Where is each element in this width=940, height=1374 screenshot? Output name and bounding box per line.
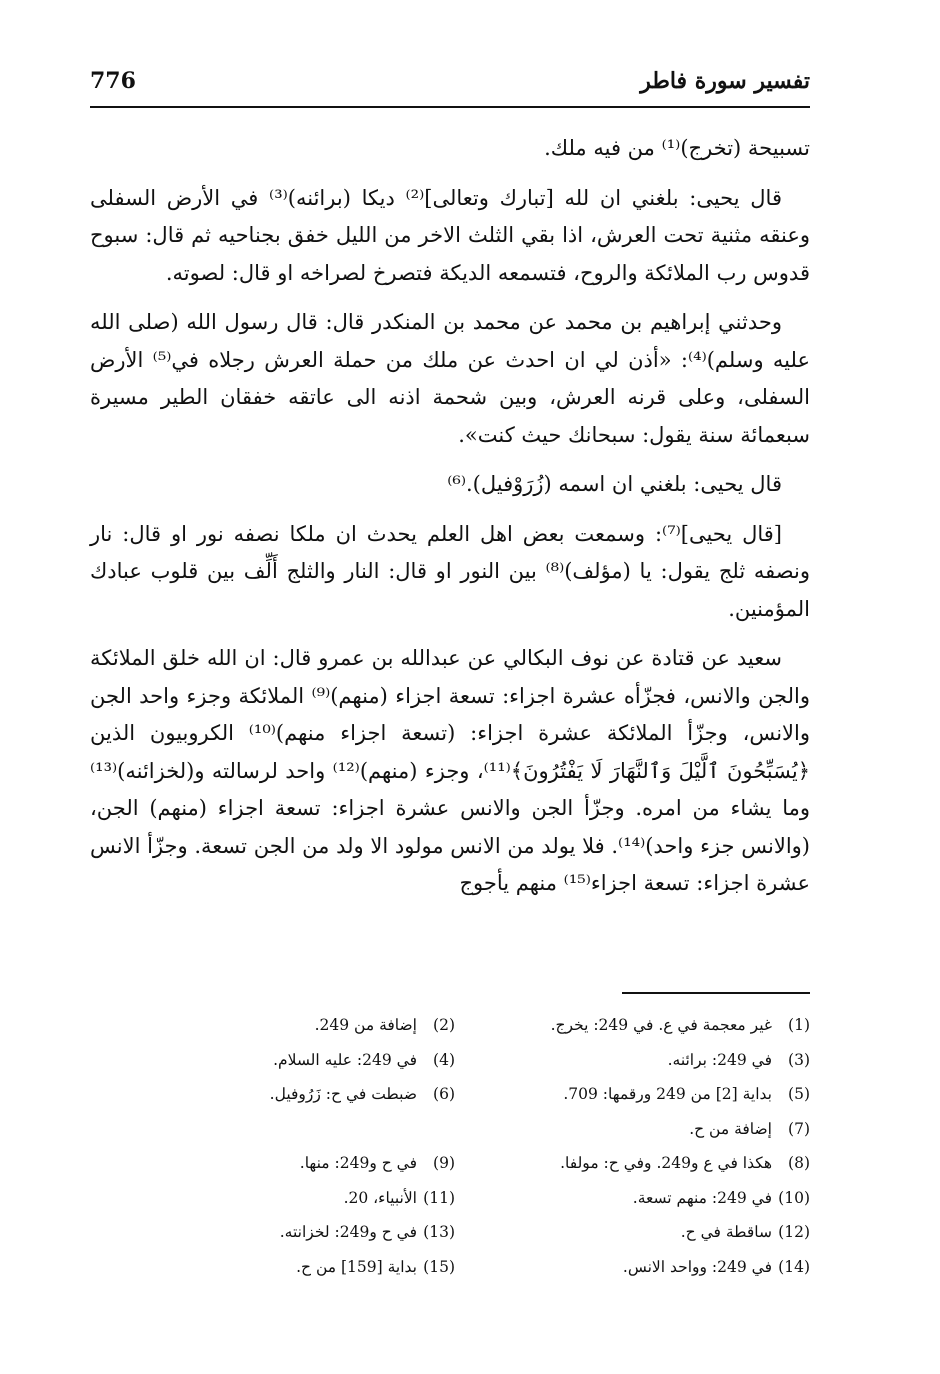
- footnote-text: في 249: برائنه.: [667, 1050, 772, 1069]
- footnote: [120, 1146, 455, 1181]
- footnote-number: (13): [423, 1223, 455, 1241]
- paragraph: سعيد عن قتادة عن نوف البكالي عن عبدالله بن عمرو قال: ان الله خلق الملائكة والجن والانس، فجزّأه عشرة اجزاء: تسعة اجزاء (منهم)⁽⁹⁾ الملائكة وجزء واحد الجن والانس، وجزّأ الملائكة عشرة اجزاء: (تسعة اجزاء منهم)⁽¹⁰⁾ الكروبيون الذين ﴿يُسَبِّحُونَ ٱلَّيْلَ وَٱلنَّهَارَ لَا يَفْتُرُونَ﴾⁽¹¹⁾، وجزء (منهم)⁽¹²⁾ واحد لرسالته و(لخزائنه)⁽¹³⁾ وما يشاء من امره. وجزّأ الجن والانس عشرة اجزاء: تسعة اجزاء (منهم) الجن، (والانس جزء واحد)⁽¹⁴⁾. فلا يولد من الانس مولود الا ولد من الجن تسعة. وجزّأ الانس عشرة اجزاء: تسعة اجزاء⁽¹⁵⁾ منهم يأجوج: [90, 646, 810, 895]
- footnote-number: (5): [788, 1085, 810, 1103]
- footnote: [475, 1077, 810, 1112]
- footnote-number: (11): [423, 1188, 455, 1207]
- page-number: 776: [90, 68, 136, 94]
- footnote-empty: [120, 1112, 455, 1147]
- paragraph: [قال يحيى]⁽⁷⁾: وسمعت بعض اهل العلم يحدث ان ملكا نصفه نور او قال: نار ونصفه ثلج يقول: يا (مؤلف)⁽⁸⁾ بين النور او قال: النار والثلج أَلِّف بين قلوب عبادك المؤمنين.: [90, 521, 810, 621]
- footnote-text: غير معجمة في ع. في 249: يخرج.: [550, 1016, 772, 1034]
- footnote-text: هكذا في ع و249. وفي ح: مولفا.: [560, 1154, 772, 1172]
- footnote: [475, 1250, 810, 1285]
- footnote: [120, 1250, 455, 1285]
- footnote: [120, 1043, 455, 1078]
- footnote-text: بداية [2] من 249 ورقمها: 709.: [563, 1085, 772, 1103]
- footnote: [475, 1215, 810, 1250]
- footnote-text: بداية [159] من ح.: [296, 1257, 417, 1276]
- footnote-number: (7): [788, 1119, 810, 1138]
- footnote-divider: [622, 992, 810, 994]
- footnote: [475, 1181, 810, 1216]
- footnote-number: (1): [788, 1016, 810, 1034]
- paragraph: قال يحيى: بلغني ان لله [تبارك وتعالى]⁽²⁾ ديكا (برائنه)⁽³⁾ في الأرض السفلى وعنقه مثنية تحت العرش، اذا بقي الثلث الاخر من الليل خفق بجناحيه ثم قال: سبوح قدوس رب الملائكة والروح، فتسمعه الديكة فتصرخ لصراخه او قال: لصوته.: [90, 185, 810, 285]
- footnote-text: في 249: عليه السلام.: [273, 1050, 417, 1069]
- running-title: تفسير سورة فاطر: [640, 68, 810, 94]
- footnote: [475, 1043, 810, 1078]
- page-header: [90, 60, 810, 106]
- footnote-text: في ح و249: لخزانته.: [279, 1223, 417, 1241]
- paragraph: قال يحيى: بلغني ان اسمه (زُرَوْفيل).⁽⁶⁾: [447, 472, 782, 496]
- footnote-text: في 249: منهم تسعة.: [632, 1188, 772, 1207]
- header-divider: [90, 106, 810, 108]
- footnote-number: (9): [433, 1154, 455, 1172]
- footnote-number: (10): [778, 1188, 810, 1207]
- footnote: [120, 1008, 455, 1043]
- footnote-text: ساقطة في ح.: [680, 1223, 772, 1241]
- book-page: [90, 60, 810, 1320]
- footnotes: [120, 1008, 810, 1284]
- footnote-number: (4): [433, 1050, 455, 1069]
- footnote: [120, 1215, 455, 1250]
- footnote-number: (3): [788, 1050, 810, 1069]
- footnote-number: (14): [778, 1257, 810, 1276]
- footnote: [475, 1008, 810, 1043]
- footnote: [120, 1181, 455, 1216]
- footnote: [475, 1146, 810, 1181]
- footnote: [475, 1112, 810, 1147]
- paragraph: وحدثني إبراهيم بن محمد عن محمد بن المنكدر قال: قال رسول الله (صلى الله عليه وسلم)⁽⁴⁾: «أذن لي ان احدث عن ملك من حملة العرش رجلاه في⁽⁵⁾ الأرض السفلى، وعلى قرنه العرش، وبين شحمة اذنه الى عاتقه خفقان الطير مسيرة سبعمائة سنة يقول: سبحانك حيث كنت».: [90, 310, 810, 447]
- footnote-text: إضافة من ح.: [689, 1119, 772, 1138]
- footnote-number: (8): [788, 1154, 810, 1172]
- footnote-text: الأنبياء، 20.: [343, 1188, 417, 1207]
- footnote: [120, 1077, 455, 1112]
- footnote-text: في ح و249: منها.: [299, 1154, 417, 1172]
- footnote-number: (6): [433, 1085, 455, 1103]
- footnote-number: (12): [778, 1223, 810, 1241]
- footnote-text: إضافة من 249.: [314, 1016, 417, 1034]
- footnote-text: في 249: وواحد الانس.: [622, 1257, 772, 1276]
- main-text: [90, 130, 810, 915]
- footnote-text: ضبطت في ح: زَرُوفيل.: [269, 1085, 417, 1103]
- footnote-number: (2): [433, 1016, 455, 1034]
- footnote-number: (15): [423, 1257, 455, 1276]
- paragraph: تسبيحة (تخرج)⁽¹⁾ من فيه ملك.: [544, 136, 810, 160]
